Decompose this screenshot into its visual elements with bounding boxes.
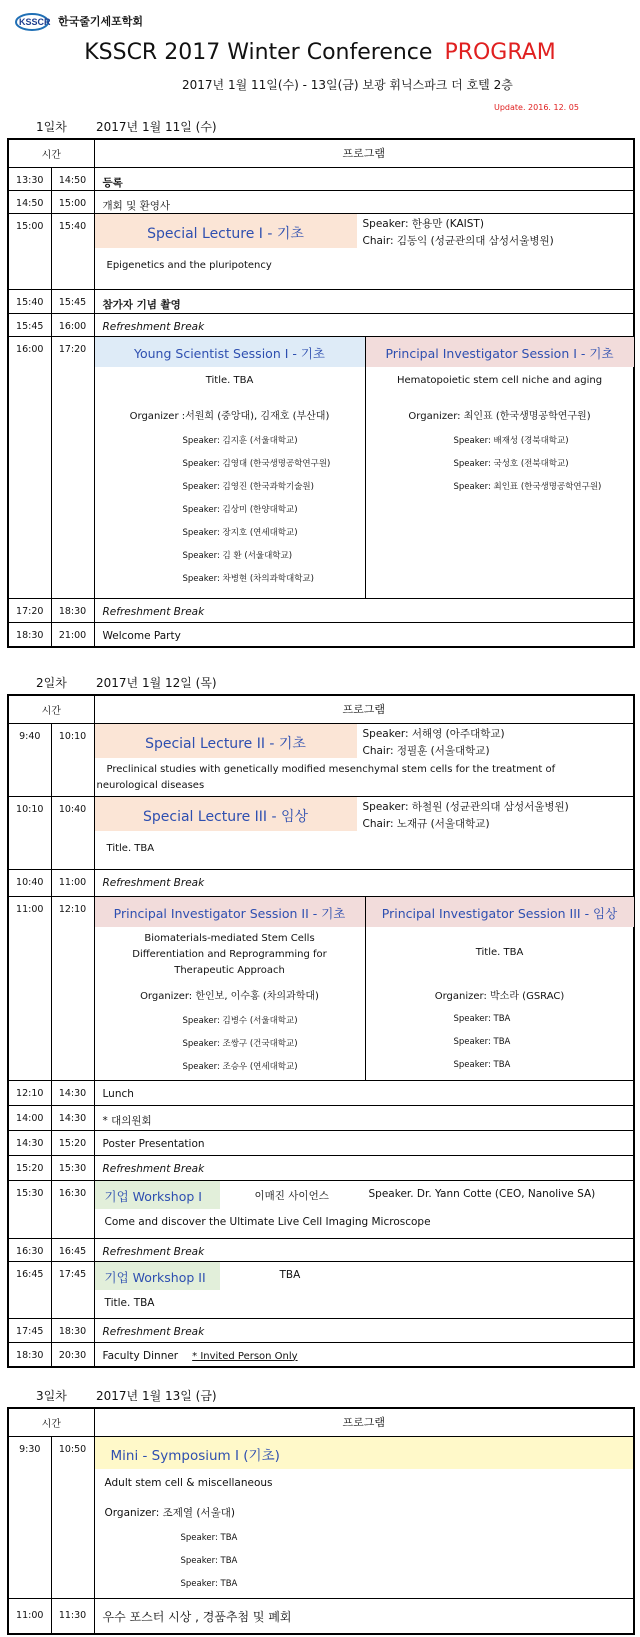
- time-end: 18:30: [51, 1318, 94, 1342]
- workshop-topic: Come and discover the Ultimate Live Cell Imaging Microscope: [104, 1215, 431, 1228]
- day1-table: [7, 138, 635, 648]
- workshop-topic: Title. TBA: [104, 1296, 155, 1309]
- time-end: 10:40: [51, 796, 94, 869]
- time-start: 17:20: [8, 598, 51, 622]
- time-start: 14:00: [8, 1105, 51, 1130]
- session-organizer: Organizer :서원희 (중앙대), 김재호 (부산대): [129, 410, 330, 422]
- session-title: Special Lecture I - 기초: [95, 214, 357, 248]
- svg-text:KSSCR: KSSCR: [19, 17, 51, 27]
- time-start: 16:45: [8, 1261, 51, 1318]
- header-program: 프로그램: [94, 695, 634, 723]
- time-end: 10:10: [51, 723, 94, 796]
- session-topic: Title. TBA: [205, 374, 254, 386]
- program-item: Refreshment Break: [94, 1238, 634, 1261]
- time-end: 14:30: [51, 1105, 94, 1130]
- speaker: Speaker: 김영진 (한국과학기술원): [182, 481, 314, 492]
- session-organizer: Organizer: 한인보, 이수홍 (차의과학대): [140, 990, 319, 1002]
- day3-label: 3일차: [36, 1389, 67, 1403]
- time-start: 16:30: [8, 1238, 51, 1261]
- header-time: 시간: [8, 139, 94, 167]
- time-start: 17:45: [8, 1318, 51, 1342]
- speaker: Speaker: 김상미 (한양대학교): [182, 504, 298, 515]
- program-item: Refreshment Break: [94, 1318, 634, 1342]
- speaker: Speaker: 차병현 (차의과학대학교): [182, 573, 314, 584]
- speaker: Speaker: TBA: [453, 1059, 511, 1070]
- session-organizer: Organizer: 조제열 (서울대): [104, 1506, 235, 1519]
- time-start: 9:40: [8, 723, 51, 796]
- program-item: Refreshment Break: [94, 1155, 634, 1180]
- program-item: 우수 포스터 시상 , 경품추첨 및 폐회: [94, 1598, 634, 1634]
- society-name: 한국줄기세포학회: [58, 15, 144, 28]
- workshop-title: 기업 Workshop II: [95, 1262, 220, 1290]
- program-item: 참가자 기념 촬영: [94, 289, 634, 313]
- program-item: 등록: [94, 167, 634, 190]
- company: TBA: [279, 1268, 301, 1281]
- page-title: KSSCR 2017 Winter Conference PROGRAM: [84, 40, 556, 65]
- header-time: 시간: [8, 1408, 94, 1436]
- session-organizer: Organizer: 최인표 (한국생명공학연구원): [408, 410, 591, 422]
- day2-date: 2017년 1월 12일 (목): [96, 676, 217, 690]
- time-end: 15:30: [51, 1155, 94, 1180]
- time-end: 14:50: [51, 167, 94, 190]
- time-end: 16:30: [51, 1180, 94, 1238]
- time-start: 14:30: [8, 1130, 51, 1155]
- society-logo: [14, 10, 154, 32]
- program-item: 개회 및 환영사: [94, 190, 634, 213]
- program-item: Poster Presentation: [94, 1130, 634, 1155]
- time-start: 18:30: [8, 622, 51, 647]
- time-start: 14:50: [8, 190, 51, 213]
- speaker: Speaker: 국성호 (전북대학교): [453, 458, 569, 469]
- day1-date: 2017년 1월 11일 (수): [96, 120, 217, 134]
- time-end: 18:30: [51, 598, 94, 622]
- speaker: Speaker: 한용만 (KAIST): [362, 217, 484, 230]
- young-scientist-session: [94, 336, 365, 598]
- faculty-dinner: [94, 1342, 634, 1367]
- time-start: 15:00: [8, 213, 51, 289]
- session-topic: Adult stem cell & miscellaneous: [104, 1476, 273, 1489]
- speaker: Speaker: 김영대 (한국생명공학연구원): [182, 458, 331, 469]
- speaker: Speaker: 김병수 (서울대학교): [182, 1015, 298, 1026]
- speaker: Speaker. Dr. Yann Cotte (CEO, Nanolive SA): [368, 1187, 596, 1200]
- pi-session-2: [94, 896, 365, 1080]
- session-title: Special Lecture III - 임상: [95, 797, 357, 831]
- special-lecture-2: [94, 723, 634, 796]
- time-start: 15:30: [8, 1180, 51, 1238]
- day1-label: 1일차: [36, 120, 67, 134]
- session-title: Principal Investigator Session III - 임상: [366, 897, 634, 927]
- time-end: 14:30: [51, 1080, 94, 1105]
- time-end: 17:20: [51, 336, 94, 598]
- session-topic: Hematopoietic stem cell niche and aging: [396, 374, 603, 386]
- program-item: Lunch: [94, 1080, 634, 1105]
- workshop-title: 기업 Workshop I: [95, 1181, 220, 1209]
- workshop-2: [94, 1261, 634, 1318]
- invite-note: * Invited Person Only: [192, 1350, 298, 1362]
- time-start: 11:00: [8, 1598, 51, 1634]
- time-start: 11:00: [8, 896, 51, 1080]
- program-item: Faculty Dinner: [102, 1349, 179, 1362]
- time-end: 10:50: [51, 1436, 94, 1598]
- day2-label: 2일차: [36, 676, 67, 690]
- time-end: 20:30: [51, 1342, 94, 1367]
- time-end: 15:40: [51, 213, 94, 289]
- program-item: Refreshment Break: [94, 313, 634, 336]
- header-program: 프로그램: [94, 139, 634, 167]
- time-start: 15:40: [8, 289, 51, 313]
- time-start: 15:45: [8, 313, 51, 336]
- special-lecture-1: [94, 213, 634, 289]
- program-item: Refreshment Break: [94, 598, 634, 622]
- time-end: 12:10: [51, 896, 94, 1080]
- session-title: Young Scientist Session I - 기초: [95, 337, 365, 367]
- speaker: Speaker: 하철원 (성균관의대 삼성서울병원): [362, 800, 569, 813]
- speaker: Speaker: 김 환 (서울대학교): [182, 550, 293, 561]
- speaker: Speaker: 최인표 (한국생명공학연구원): [453, 481, 602, 492]
- speaker: Speaker: TBA: [453, 1013, 511, 1024]
- mini-symposium: [94, 1436, 634, 1598]
- speaker: Speaker: TBA: [453, 1036, 511, 1047]
- time-end: 17:45: [51, 1261, 94, 1318]
- chair: Chair: 정필훈 (서울대학교): [362, 744, 490, 757]
- time-start: 13:30: [8, 167, 51, 190]
- lecture-topic: Epigenetics and the pluripotency: [106, 259, 272, 271]
- speaker: Speaker: 서해영 (아주대학교): [362, 727, 505, 740]
- session-organizer: Organizer: 박소라 (GSRAC): [434, 990, 565, 1002]
- title-program: PROGRAM: [444, 40, 556, 65]
- speaker: Speaker: TBA: [180, 1578, 238, 1589]
- time-end: 21:00: [51, 622, 94, 647]
- speaker: Speaker: 배재성 (경북대학교): [453, 435, 569, 446]
- speaker: Speaker: 조승우 (연세대학교): [182, 1061, 298, 1072]
- time-start: 16:00: [8, 336, 51, 598]
- session-topic: Title. TBA: [475, 946, 524, 958]
- chair: Chair: 노재규 (서울대학교): [362, 817, 490, 830]
- company: 이매진 사이언스: [254, 1189, 329, 1202]
- event-dates-venue: 2017년 1월 11일(수) - 13일(금) 보광 휘닉스파크 더 호텔 2층: [182, 78, 513, 92]
- time-start: 15:20: [8, 1155, 51, 1180]
- time-start: 10:40: [8, 869, 51, 896]
- time-end: 16:45: [51, 1238, 94, 1261]
- time-start: 9:30: [8, 1436, 51, 1598]
- program-item: * 대의원회: [94, 1105, 634, 1130]
- time-start: 10:10: [8, 796, 51, 869]
- pi-session-3: [365, 896, 634, 1080]
- session-title: Special Lecture II - 기초: [95, 724, 357, 758]
- session-title: Principal Investigator Session II - 기초: [95, 897, 365, 927]
- lecture-topic: Title. TBA: [106, 842, 155, 854]
- day3-table: [7, 1407, 635, 1635]
- program-item: Refreshment Break: [94, 869, 634, 896]
- speaker: Speaker: 장지호 (연세대학교): [182, 527, 298, 538]
- pi-session-1: [365, 336, 634, 598]
- workshop-1: [94, 1180, 634, 1238]
- logo-swoosh-icon: [14, 10, 58, 32]
- lecture-topic: Preclinical studies with genetically modified mesenchymal stem cells for the treatment of neurological diseases: [96, 763, 556, 791]
- header-program: 프로그램: [94, 1408, 634, 1436]
- speaker: Speaker: TBA: [180, 1555, 238, 1566]
- time-end: 15:45: [51, 289, 94, 313]
- session-topic: Biomaterials-mediated Stem Cells Differentiation and Reprogramming for Therapeutic Approach: [132, 932, 327, 976]
- session-title: Principal Investigator Session I - 기초: [366, 337, 634, 367]
- speaker: Speaker: TBA: [180, 1532, 238, 1543]
- time-end: 16:00: [51, 313, 94, 336]
- time-end: 15:20: [51, 1130, 94, 1155]
- time-end: 11:30: [51, 1598, 94, 1634]
- time-start: 12:10: [8, 1080, 51, 1105]
- time-start: 18:30: [8, 1342, 51, 1367]
- chair: Chair: 김동익 (성균관의대 삼성서울병원): [362, 234, 554, 247]
- session-title: Mini - Symposium I (기초): [95, 1437, 633, 1469]
- speaker: Speaker: 조쌍구 (건국대학교): [182, 1038, 298, 1049]
- time-end: 15:00: [51, 190, 94, 213]
- day3-date: 2017년 1월 13일 (금): [96, 1389, 217, 1403]
- special-lecture-3: [94, 796, 634, 869]
- update-date: Update. 2016. 12. 05: [494, 103, 579, 112]
- program-item: Welcome Party: [94, 622, 634, 647]
- day2-table: [7, 694, 635, 1368]
- header-time: 시간: [8, 695, 94, 723]
- time-end: 11:00: [51, 869, 94, 896]
- speaker: Speaker: 김지훈 (서울대학교): [182, 435, 298, 446]
